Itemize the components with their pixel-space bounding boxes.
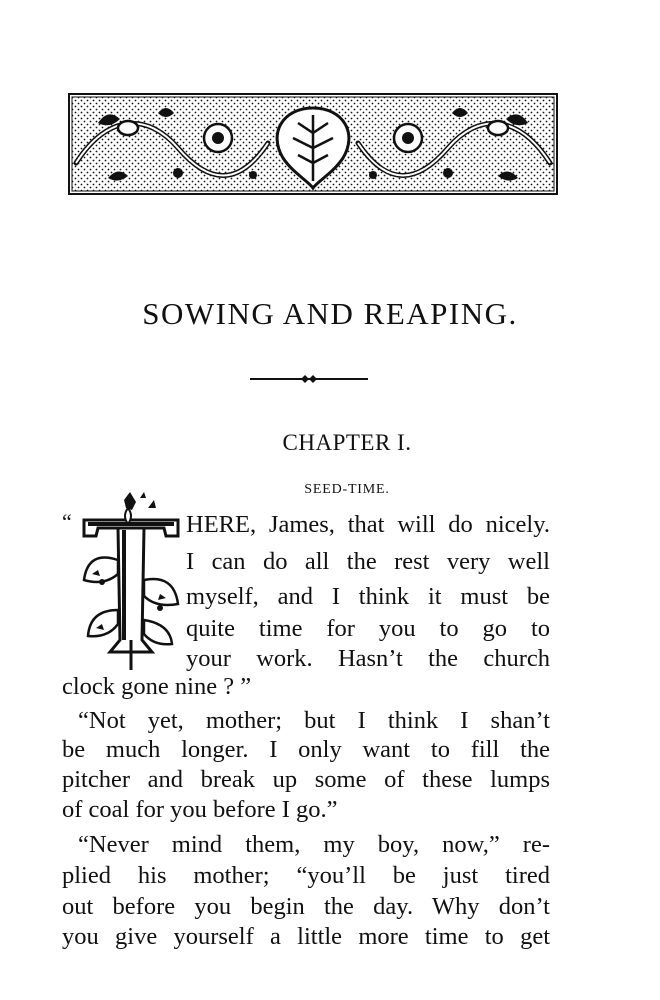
floral-headpiece-ornament bbox=[68, 93, 558, 195]
text-line: of coal for you before I go.” bbox=[62, 796, 338, 823]
text-line: pitcher and break up some of these lumps bbox=[62, 766, 550, 793]
text-line: be much longer. I only want to fill the bbox=[62, 736, 550, 763]
book-title: SOWING AND REAPING. bbox=[142, 296, 518, 331]
text-line: plied his mother; “you’ll be just tired bbox=[62, 862, 550, 889]
ornamental-dropcap-t-icon bbox=[78, 490, 184, 672]
text-line: HERE, James, that will do nicely. bbox=[186, 511, 550, 538]
chapter-subheading: SEED-TIME. bbox=[304, 482, 390, 497]
opening-quote-mark: “ bbox=[62, 509, 72, 534]
text-line: “Not yet, mother; but I think I shan’t bbox=[78, 707, 550, 734]
text-line: you give yourself a little more time to get bbox=[62, 923, 550, 950]
text-line: I can do all the rest very well bbox=[186, 548, 550, 575]
text-line: out before you begin the day. Why don’t bbox=[62, 893, 550, 920]
text-line: “Never mind them, my boy, now,” re- bbox=[78, 831, 550, 858]
text-line: myself, and I think it must be bbox=[186, 583, 550, 610]
text-line: your work. Hasn’t the church bbox=[186, 645, 550, 672]
decorative-rule bbox=[250, 372, 368, 386]
text-line: clock gone nine ? ” bbox=[62, 673, 252, 700]
chapter-heading: CHAPTER I. bbox=[282, 430, 412, 455]
text-line: quite time for you to go to bbox=[186, 615, 550, 642]
